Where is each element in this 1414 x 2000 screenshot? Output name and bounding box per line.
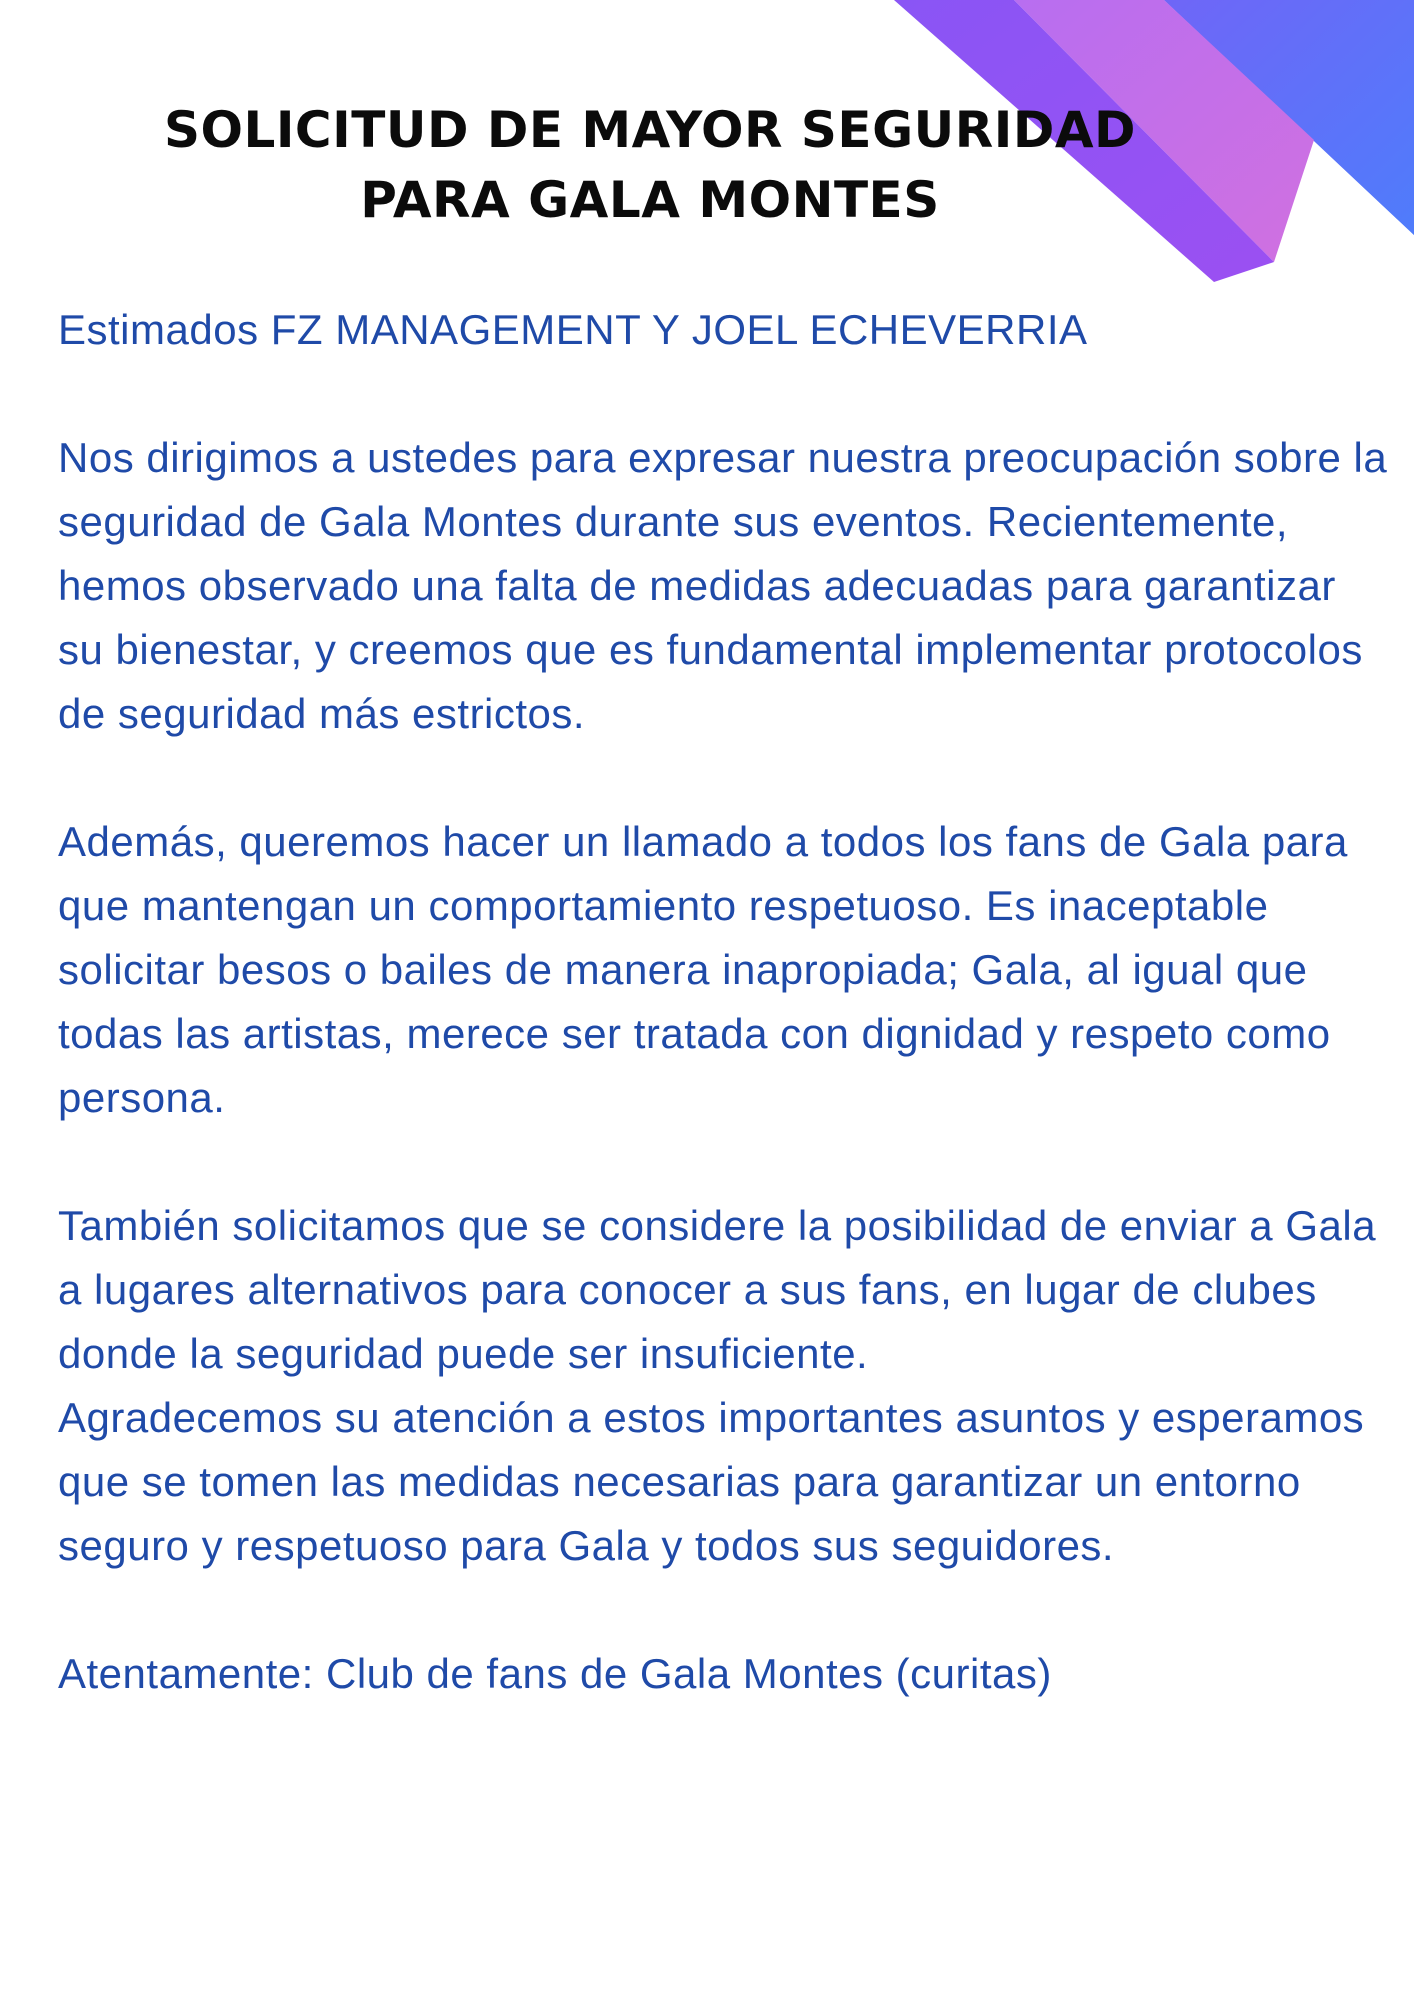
spacer	[58, 362, 1388, 426]
spacer	[58, 746, 1388, 810]
spacer	[58, 1130, 1388, 1194]
spacer	[58, 1578, 1388, 1642]
letter-body	[58, 298, 1388, 1706]
title-line-2: PARA GALA MONTES	[360, 171, 940, 229]
paragraph-alternative-venues: También solicitamos que se considere la posibilidad de enviar a Gala a lugares alternativos para conocer a sus fans, en lugar de clubes donde la seguridad puede ser insuficiente.	[58, 1202, 1377, 1377]
salutation: Estimados FZ MANAGEMENT Y JOEL ECHEVERRIA	[58, 306, 1088, 353]
title-line-1: SOLICITUD DE MAYOR SEGURIDAD	[163, 101, 1137, 159]
paragraph-security-concern: Nos dirigimos a ustedes para expresar nuestra preocupación sobre la seguridad de Gala Montes durante sus eventos. Recientemente, hemos observado una falta de medidas adecuadas para garantizar su bienestar, y creemos que es fundamental implementar protocolos de seguridad más estrictos.	[58, 434, 1388, 737]
paragraph-fan-behavior: Además, queremos hacer un llamado a todos los fans de Gala para que mantengan un comportamiento respetuoso. Es inaceptable solicitar besos o bailes de manera inapropiada; Gala, al igual que todas las artistas, merece ser tratada con dignidad y respeto como persona.	[58, 818, 1348, 1121]
document-title	[0, 95, 1300, 235]
paragraph-thanks: Agradecemos su atención a estos importantes asuntos y esperamos que se tomen las medidas necesarias para garantizar un entorno seguro y respetuoso para Gala y todos sus seguidores.	[58, 1394, 1365, 1569]
closing-signature: Atentamente: Club de fans de Gala Montes (curitas)	[58, 1650, 1052, 1697]
